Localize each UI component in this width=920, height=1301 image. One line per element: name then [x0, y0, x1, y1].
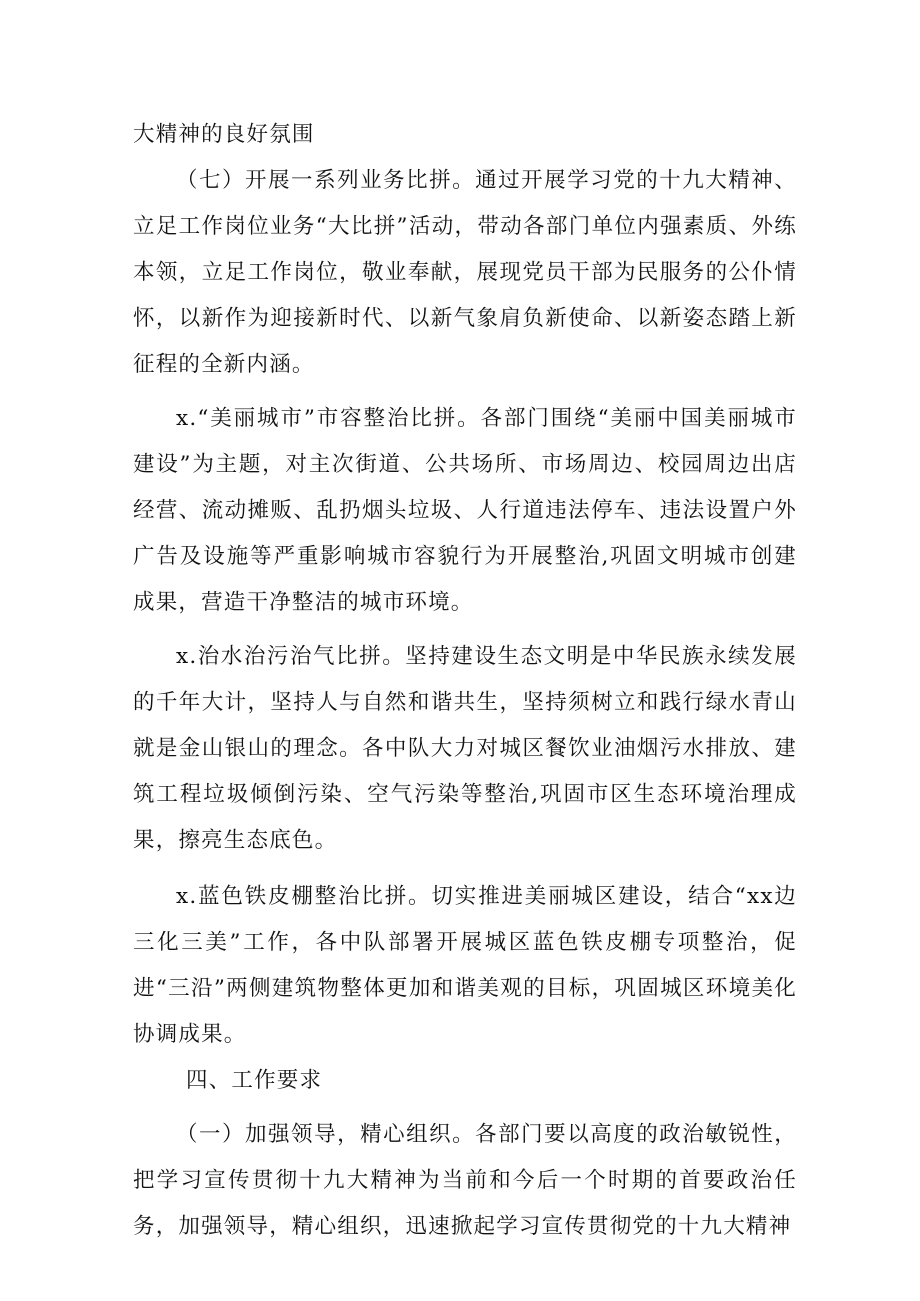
document-page: [133, 112, 797, 1250]
paragraph-pollution-control: x.治水治污治气比拼。坚持建设生态文明是中华民族永续发展的千年大计，坚持人与自然和谐共生，坚持须树立和践行绿水青山就是金山银山的理念。各中队大力对城区餐饮业油烟污水排放、建筑工程垃圾倾倒污染、空气污染等整治,巩固市区生态环境治理成果，擦亮生态底色。: [133, 644, 797, 853]
paragraph-blue-shed: x.蓝色铁皮棚整治比拼。切实推进美丽城区建设，结合“xx边三化三美”工作，各中队部署开展城区蓝色铁皮棚专项整治，促进“三沿”两侧建筑物整体更加和谐美观的目标，巩固城区环境美化协调成果。: [133, 884, 797, 1047]
paragraph-continuation: 大精神的良好氛围: [133, 122, 315, 147]
section-heading-requirements: 四、工作要求: [186, 1068, 323, 1093]
paragraph-city-appearance: x.“美丽城市”市容整治比拼。各部门围绕“美丽中国美丽城市建设”为主题，对主次街道、公共场所、市场周边、校园周边出店经营、流动摊贩、乱扔烟头垃圾、人行道违法停车、违法设置户外广告及设施等严重影响城市容貌行为开展整治,巩固文明城市创建成果，营造干净整洁的城市环境。: [133, 406, 797, 615]
paragraph-leadership: （一）加强领导，精心组织。各部门要以高度的政治敏锐性，把学习宣传贯彻十九大精神为当前和今后一个时期的首要政治任务，加强领导，精心组织，迅速掀起学习宣传贯彻党的十九大精神: [133, 1122, 797, 1239]
paragraph-section-seven: （七）开展一系列业务比拼。通过开展学习党的十九大精神、立足工作岗位业务“大比拼”活动，带动各部门单位内强素质、外练本领，立足工作岗位，敬业奉献，展现党员干部为民服务的公仆情怀，以新作为迎接新时代、以新气象肩负新使命、以新姿态踏上新征程的全新内涵。: [133, 168, 797, 377]
